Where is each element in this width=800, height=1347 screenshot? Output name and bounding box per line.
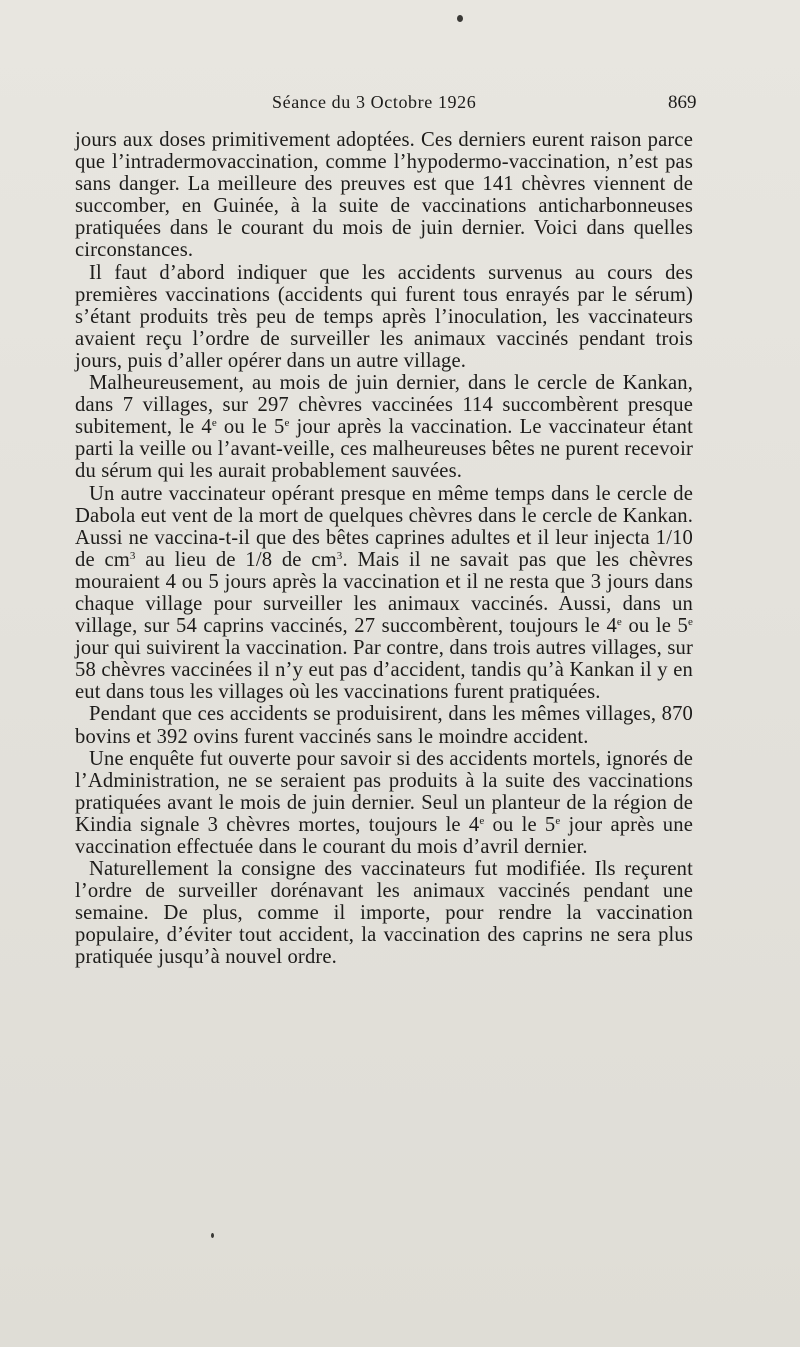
- paragraph-4: Un autre vaccinateur opérant presque en même temps dans le cercle de Dabola eut vent de la mort de quelques chèvres dans le cercle de Kankan. Aussi ne vaccina-t-il que des bêtes caprines adultes et il leur injecta 1/10 de $cm^3$ au lieu de 1/8 de $cm^3$. Mais il ne savait pas que les chèvres mouraient 4 ou 5 jours après la vaccination et il ne resta que 3 jours dans chaque village pour surveiller les animaux vaccinés. Aussi, dans un village, sur 54 caprins vaccinés, 27 succombèrent, toujours le 4e ou le 5e jour qui suivirent la vaccination. Par contre, dans trois autres villages, sur 58 chèvres vaccinées il n’y eut pas d’accident, tandis qu’à Kankan il y en eut dans tous les villages où les vaccinations furent pratiquées.: [75, 482, 693, 704]
- paragraph-7: Naturellement la consigne des vaccinateurs fut modifiée. Ils reçurent l’ordre de surveiller dorénavant les animaux vaccinés pendant une semaine. De plus, comme il importe, pour rendre la vaccination populaire, d’éviter tout accident, la vaccination des caprins ne sera plus pratiquée jusqu’à nouvel ordre.: [75, 858, 693, 969]
- paragraph-3: Malheureusement, au mois de juin dernier, dans le cercle de Kankan, dans 7 villages, sur 297 chèvres vaccinées 114 succombèrent presque subitement, le 4e ou le 5e jour après la vaccination. Le vaccinateur étant parti la veille ou l’avant-veille, ces malheureuses bêtes ne purent recevoir du sérum qui les aurait probablement sauvées.: [75, 372, 693, 483]
- ink-speck-top: [457, 15, 463, 22]
- page-number: 869: [668, 92, 697, 113]
- page-header: [0, 92, 800, 118]
- running-title: Séance du 3 Octobre 1926: [272, 92, 477, 112]
- ink-speck-bottom: [211, 1233, 214, 1238]
- paragraph-2: Il faut d’abord indiquer que les accidents survenus au cours des premières vaccinations (accidents qui furent tous enrayés par le sérum) s’étant produits très peu de temps après l’inoculation, les vaccinateurs avaient reçu l’ordre de surveiller les animaux vaccinés pendant trois jours, puis d’aller opérer dans un autre village.: [75, 261, 693, 372]
- body-text: [75, 129, 693, 969]
- paragraph-5: Pendant que ces accidents se produisirent, dans les mêmes villages, 870 bovins et 392 ovins furent vaccinés sans le moindre accident.: [75, 703, 693, 748]
- paragraph-1: jours aux doses primitivement adoptées. Ces derniers eurent raison parce que l’intradermovaccination, comme l’hypodermo-vaccination, n’est pas sans danger. La meilleure des preuves est que 141 chèvres viennent de succomber, en Guinée, à la suite de vaccinations anticharbonneuses pratiquées dans le courant du mois de juin dernier. Voici dans quelles circonstances.: [75, 129, 693, 262]
- paragraph-6: Une enquête fut ouverte pour savoir si des accidents mortels, ignorés de l’Administration, ne se seraient pas produits à la suite des vaccinations pratiquées avant le mois de juin dernier. Seul un planteur de la région de Kindia signale 3 chèvres mortes, toujours le 4e ou le 5e jour après une vaccination effectuée dans le courant du mois d’avril dernier.: [75, 747, 693, 858]
